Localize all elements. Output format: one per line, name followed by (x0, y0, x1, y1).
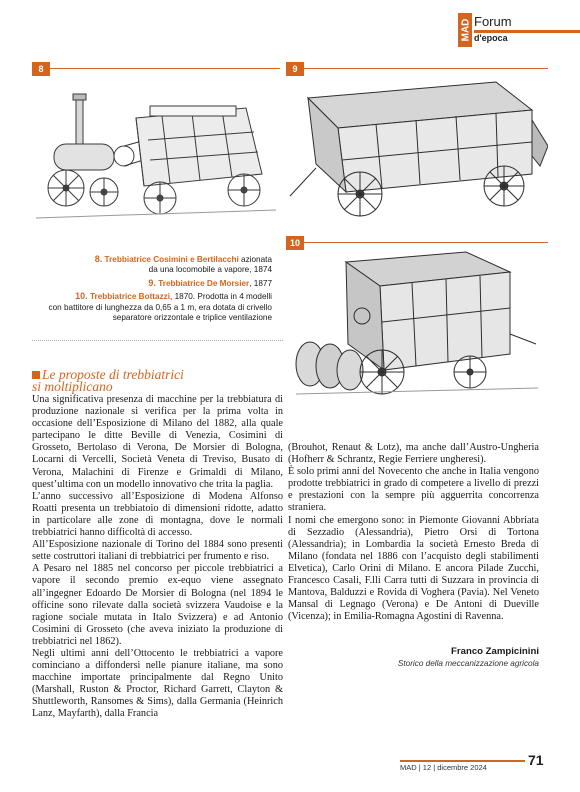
caption-10-text-1: , 1870. Prodotta in 4 modelli (170, 292, 272, 302)
mad-logo-text: MAD (460, 18, 472, 42)
section-square-icon (32, 371, 40, 379)
article-column-2 (288, 442, 539, 623)
caption-10 (40, 291, 272, 323)
caption-10-text-2: con battitore di lunghezza da 0,65 a 1 m, era dotata di crivello (48, 302, 272, 312)
caption-8 (40, 254, 272, 276)
caption-9-text-1: , 1877 (249, 278, 272, 288)
author-name: Franco Zampicinini (451, 646, 539, 657)
caption-9 (40, 278, 272, 289)
mad-logo (458, 13, 472, 47)
figure-8-rule (50, 68, 280, 69)
caption-10-text-3: separatore orizzontale e triplice ventilazione (112, 313, 272, 323)
caption-8-number: 8. (94, 254, 103, 264)
col1-paragraph-4: A Pesaro nel 1885 nel concorso per piccole trebbiatrici a vapore il secondo premio ex-equo viene assegnato all’ingegner Edoardo De Morsier di Bologna (nel 1894 le officine sono rilevate dalla società svizzera Vaudoise e la ragione sociale mutata in Italo Svizzera) e ad Antonio Cosimini di Grosseto (che aveva iniziato la produzione di trebbiatrici nel 1862). (32, 563, 283, 647)
section-title-line-2: si moltiplicano (32, 379, 113, 394)
article-column-1 (32, 394, 283, 721)
caption-8-text-1: azionata (238, 255, 272, 264)
col2-paragraph-2: È solo primi anni del Novecento che anche in Italia vengono prodotte trebbiatrici in grado di competere a livello di prezzi e prestazioni con la sempre più agguerrita concorrenza straniera. (288, 466, 539, 514)
caption-divider (32, 340, 283, 341)
figure-9-badge: 9 (286, 62, 304, 76)
caption-8-text-2: da una locomobile a vapore, 1874 (148, 265, 272, 275)
col2-paragraph-1: (Brouhot, Renaut & Lotz), ma anche dall’Austro-Ungheria (Hofherr & Schrantz, Regie Ferriere ungheresi). (288, 442, 539, 466)
col1-paragraph-1: Una significativa presenza di macchine per la trebbiatura di produzione nazionale si verifica per la prima volta in occasione dell’Esposizione di Milano del 1882, alla quale partecipano le ditte Beville di Venezia, Cosimini di Grosseto, Bertolaso di Verona, De Morsier di Bologna, Locarni di Vercelli, Società Veneta di Treviso, Busato di Verona, Malachini di Firenze e Grimaldi di Milano, quest’ultima con un modello innovativo che trita la paglia. (32, 394, 283, 490)
caption-9-title: Trebbiatrice De Morsier (158, 278, 250, 288)
page-number: 71 (528, 752, 544, 768)
figure-10-rule (304, 242, 548, 243)
figure-10-badge: 10 (286, 236, 304, 250)
figure-9-rule (304, 68, 548, 69)
header-epoca: d'epoca (474, 33, 508, 43)
col1-paragraph-2: L’anno successivo all’Esposizione di Modena Alfonso Roatti presenta un trebbiatoio di dimensioni ridotte, adatto in particolare alle zone di montagna, dove le normali trebbiatrici hanno difficoltà di accesso. (32, 490, 283, 539)
author-role: Storico della meccanizzazione agricola (397, 659, 539, 668)
figure-8 (32, 62, 280, 240)
figure-10 (286, 236, 548, 406)
header-forum: Forum (474, 14, 512, 29)
de-morsier-thresher-engraving (286, 76, 548, 228)
section-title-line-1: Le proposte di trebbiatrici (42, 367, 184, 382)
figure-8-badge: 8 (32, 62, 50, 76)
footer-issue: MAD | 12 | dicembre 2024 (400, 763, 487, 772)
caption-10-title: Trebbiatrice Bottazzi (89, 292, 171, 302)
caption-10-number: 10. (75, 291, 88, 302)
section-title (32, 369, 282, 393)
bottazzi-thresher-engraving (286, 246, 548, 406)
figure-9 (286, 62, 548, 230)
caption-9-number: 9. (148, 277, 156, 288)
footer-rule (400, 760, 525, 762)
caption-8-title: Trebbiatrice Cosimini e Bertilacchi (104, 255, 239, 264)
steam-locomobile-thresher-engraving (32, 78, 280, 238)
col2-paragraph-3: I nomi che emergono sono: in Piemonte Giovanni Abbriata di Sezzadio (Alessandria), Pietro Orsi di Tortona (Alessandria); in Lombardia la società Ernesto Breda di Milano (fondata nel 1886 con l’acquisto degli stabilimenti Elvetica), Carlo Orini di Milano. E ancora Pilade Zucchi, Francesco Casali, F.lli Carra tutti di Suzzara in provincia di Mantova, Balduzzi e Rovida di Voghera (Pavia). Nel Veneto Mansal di Legnago (Verona) e De Antoni di Dueville (Vicenza); in Emilia-Romagna Agostini di Ravenna. (288, 514, 539, 623)
col1-paragraph-5: Negli ultimi anni dell’Ottocento le trebbiatrici a vapore cominciano a diffondersi nelle pianure italiane, ma sono macchine importate principalmente dal Regno Unito (Marshall, Ruston & Proctor, Richard Garrett, Clayton & Shuttleworth, Ransomes & Sims), dalla Germania (Heinrich Lanz, Mayfarth), dalla Francia (32, 647, 283, 720)
figure-captions (40, 254, 272, 325)
col1-paragraph-3: All’Esposizione nazionale di Torino del 1884 sono presenti sette costruttori italiani di trebbiatrici per frumento e riso. (32, 539, 283, 563)
